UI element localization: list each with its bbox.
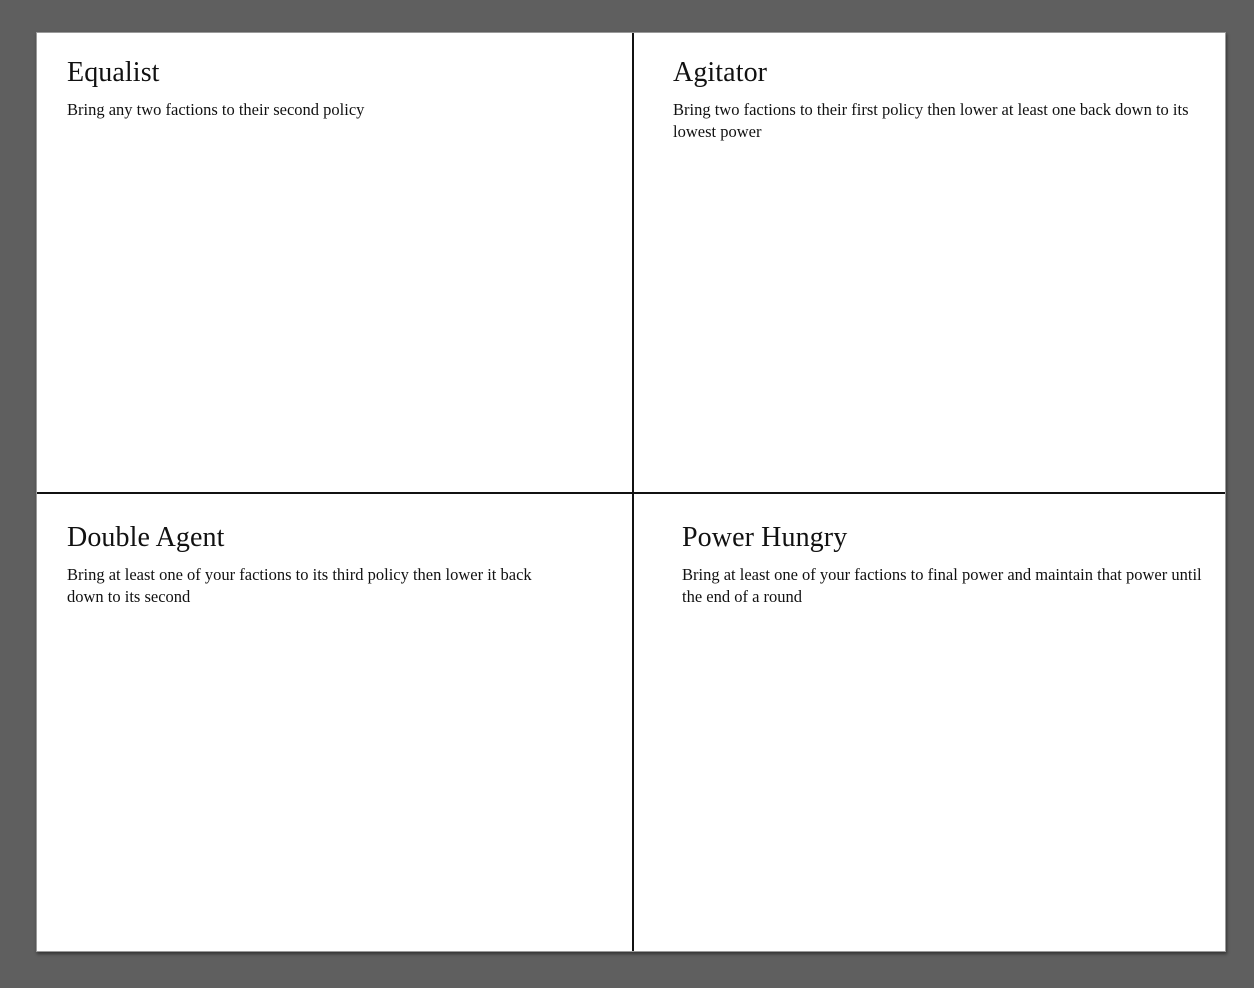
card-agitator (673, 57, 1193, 143)
card-description: Bring at least one of your factions to final power and maintain that power until the end of a round (682, 565, 1202, 606)
card-double-agent (67, 522, 567, 608)
card-title: Double Agent (67, 522, 225, 553)
card-power-hungry (682, 522, 1207, 608)
horizontal-divider (37, 492, 1225, 494)
card-equalist (67, 57, 587, 121)
card-title: Power Hungry (682, 522, 848, 553)
card-description: Bring two factions to their first policy then lower at least one back down to its lowest power (673, 100, 1189, 141)
card-description: Bring any two factions to their second policy (67, 100, 365, 119)
card-description: Bring at least one of your factions to its third policy then lower it back down to its second (67, 565, 532, 606)
card-title: Equalist (67, 57, 160, 88)
document-page (36, 32, 1226, 952)
card-title: Agitator (673, 57, 768, 88)
